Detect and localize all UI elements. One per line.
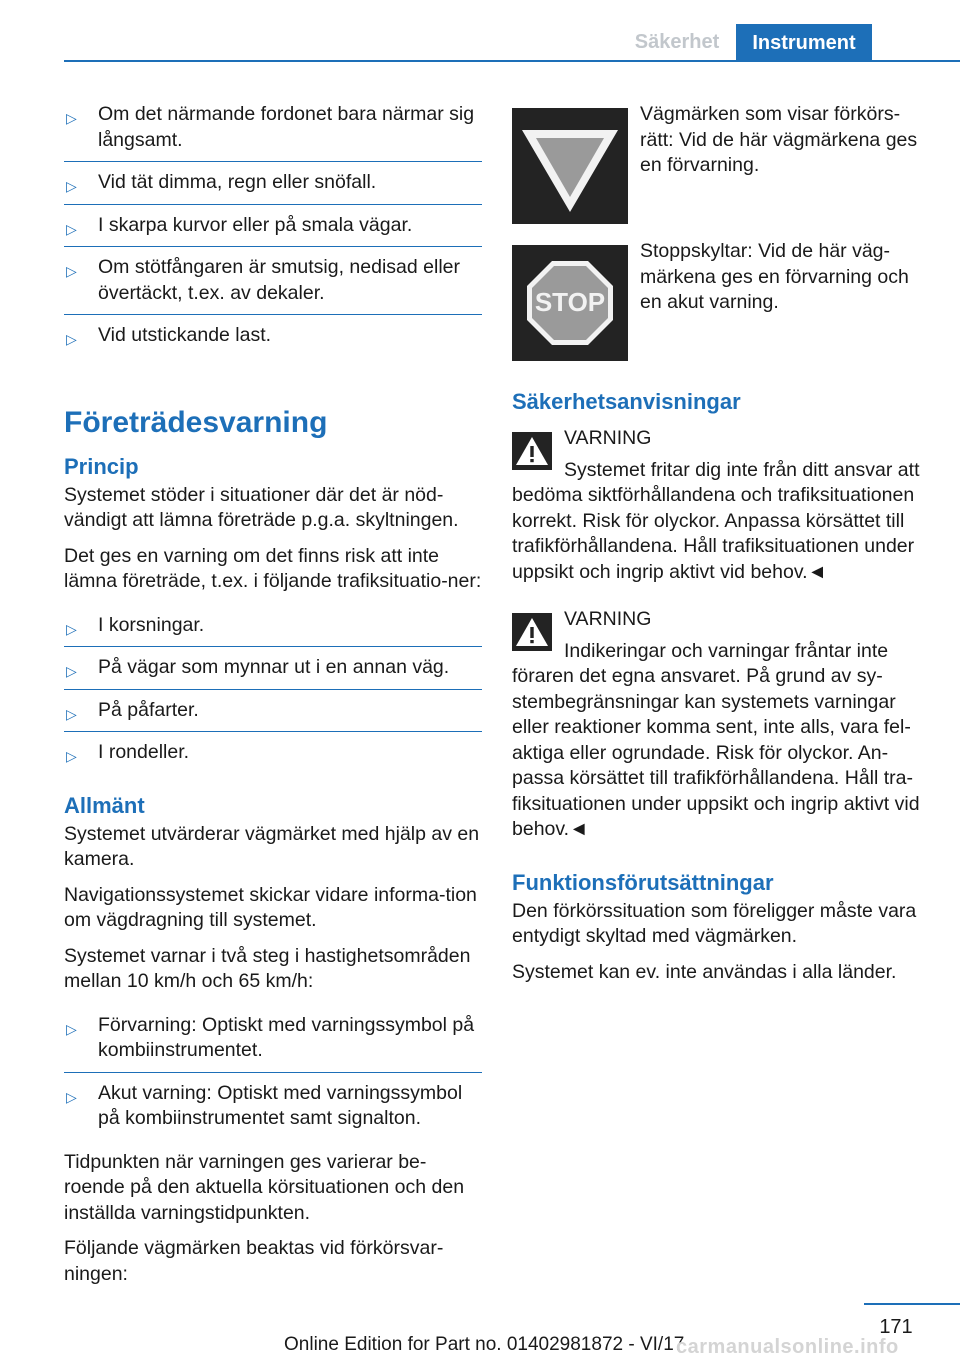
warning-block bbox=[512, 607, 932, 843]
requirements-paragraph: Den förkörssituation som föreligger måste vara entydigt skyltad med vägmärken. bbox=[512, 899, 917, 947]
stop-sign-image bbox=[512, 245, 628, 361]
tab-instrument[interactable]: Instrument bbox=[736, 24, 872, 62]
requirements-heading: Funktionsförutsättningar bbox=[512, 869, 774, 895]
general-paragraph: Systemet varnar i två steg i hastighetsområden mellan 10 km/h och 65 km/h: bbox=[64, 944, 471, 992]
list-item: ▷ I rondeller. bbox=[64, 731, 482, 774]
list-item: ▷ Förvarning: Optiskt med varningssymbol på kombiinstrumentet. bbox=[66, 1013, 475, 1061]
header-rule bbox=[64, 60, 960, 62]
general-paragraph: Systemet utvärderar vägmärket med hjälp av en kamera. bbox=[64, 822, 480, 870]
warning-text: Indikeringar och varningar fråntar inte föraren det egna ansvaret. På grund av sy-stembegränsningar kan systemets varningar eller reaktioner komma sent, inte alls, vara fel-aktiga eller ogrundade. Risk för olyckor. An-passa körsättet till trafikförhållandena. Håll tra-fiksituationen under uppsikt och ingrip aktivt vid behov.◄ bbox=[512, 639, 920, 840]
watermark: carmanualsonline.info bbox=[676, 1336, 899, 1358]
triangle-right-icon: ▷ bbox=[66, 663, 77, 679]
warning-text: Systemet fritar dig inte från ditt ansvar att bedöma siktförhållandena och trafiksituationen korrekt. Risk för olyckor. Anpassa körsättet till trafikförhållandena. Håll trafiksituationen under uppsikt och ingrip aktivt vid behov.◄ bbox=[512, 458, 920, 583]
stop-sign-row bbox=[512, 231, 932, 368]
yield-sign-row bbox=[512, 94, 932, 231]
warning-triangle-icon bbox=[512, 432, 552, 470]
list-item: ▷ Vid utstickande last. bbox=[64, 314, 482, 357]
principle-paragraph: Det ges en varning om det finns risk att inte lämna företräde, t.ex. i följande trafiksituatio-ner: bbox=[64, 544, 482, 592]
left-column bbox=[64, 94, 482, 1297]
yield-sign-image bbox=[512, 108, 628, 224]
warning-title: VARNING bbox=[564, 427, 652, 449]
triangle-right-icon: ▷ bbox=[66, 748, 77, 764]
triangle-right-icon: ▷ bbox=[66, 263, 77, 279]
triangle-right-icon: ▷ bbox=[66, 705, 77, 722]
triangle-right-icon: ▷ bbox=[66, 110, 77, 126]
list-item: ▷ På vägar som mynnar ut i en annan väg. bbox=[64, 646, 482, 689]
list-item: ▷ Om stötfångaren är smutsig, nedisad eller övertäckt, t.ex. av dekaler. bbox=[64, 246, 482, 314]
triangle-right-icon: ▷ bbox=[66, 620, 77, 637]
situation-bullet-list bbox=[64, 605, 482, 774]
triangle-right-icon: ▷ bbox=[66, 178, 77, 194]
triangle-right-icon: ▷ bbox=[66, 1020, 77, 1037]
stop-sign-icon bbox=[512, 245, 628, 361]
list-item: ▷ Akut varning: Optiskt med varningssymbol på kombiinstrumentet samt signalton. bbox=[64, 1072, 482, 1140]
page-number: 171 bbox=[879, 1316, 913, 1338]
page-header bbox=[0, 0, 960, 62]
stop-sign-description: Stoppskyltar: Vid de här väg-märkena ges en förvarning och en akut varning. bbox=[640, 240, 909, 313]
list-item: ▷ Vid tät dimma, regn eller snöfall. bbox=[64, 161, 482, 204]
stop-sign-label: STOP bbox=[534, 287, 606, 317]
yield-sign-description: Vägmärken som visar förkörs-rätt: Vid de här vägmärkena ges en förvarning. bbox=[640, 103, 918, 176]
warning-triangle-icon bbox=[512, 613, 552, 651]
intro-bullet-list bbox=[64, 94, 482, 357]
warning-title: VARNING bbox=[564, 608, 652, 630]
principle-paragraph: Systemet stöder i situationer där det är nöd-vändigt att lämna företräde p.g.a. skyltningen. bbox=[64, 483, 459, 531]
list-item: ▷ På påfarter. bbox=[64, 689, 482, 732]
general-paragraph: Följande vägmärken beaktas vid förkörsvar-ningen: bbox=[64, 1237, 444, 1285]
warning-block bbox=[512, 426, 932, 585]
general-heading: Allmänt bbox=[64, 792, 145, 818]
list-item: ▷ Om det närmande fordonet bara närmar sig långsamt. bbox=[66, 103, 475, 151]
tab-sakerhet[interactable]: Säkerhet bbox=[634, 31, 720, 53]
safety-heading: Säkerhetsanvisningar bbox=[512, 389, 741, 414]
warning-stage-list bbox=[64, 1005, 482, 1140]
triangle-right-icon: ▷ bbox=[66, 220, 77, 237]
requirements-paragraph: Systemet kan ev. inte användas i alla länder. bbox=[512, 960, 897, 983]
triangle-right-icon: ▷ bbox=[66, 1088, 77, 1105]
footer-rule bbox=[864, 1303, 960, 1305]
general-paragraph: Tidpunkten när varningen ges varierar be-roende på den aktuella körsituationen och den inställda varningstidpunkten. bbox=[64, 1150, 465, 1224]
yield-sign-icon bbox=[512, 108, 628, 224]
edition-text: Online Edition for Part no. 01402981872 - VI/17 bbox=[284, 1334, 685, 1355]
list-item: ▷ I korsningar. bbox=[64, 605, 482, 647]
section-title: Företrädesvarning bbox=[64, 405, 328, 439]
general-paragraph: Navigationssystemet skickar vidare informa-tion om vägdragning till systemet. bbox=[64, 883, 477, 931]
list-item: ▷ I skarpa kurvor eller på smala vägar. bbox=[64, 204, 482, 247]
triangle-right-icon: ▷ bbox=[66, 331, 77, 347]
principle-heading: Princip bbox=[64, 453, 139, 479]
right-column bbox=[512, 94, 932, 995]
